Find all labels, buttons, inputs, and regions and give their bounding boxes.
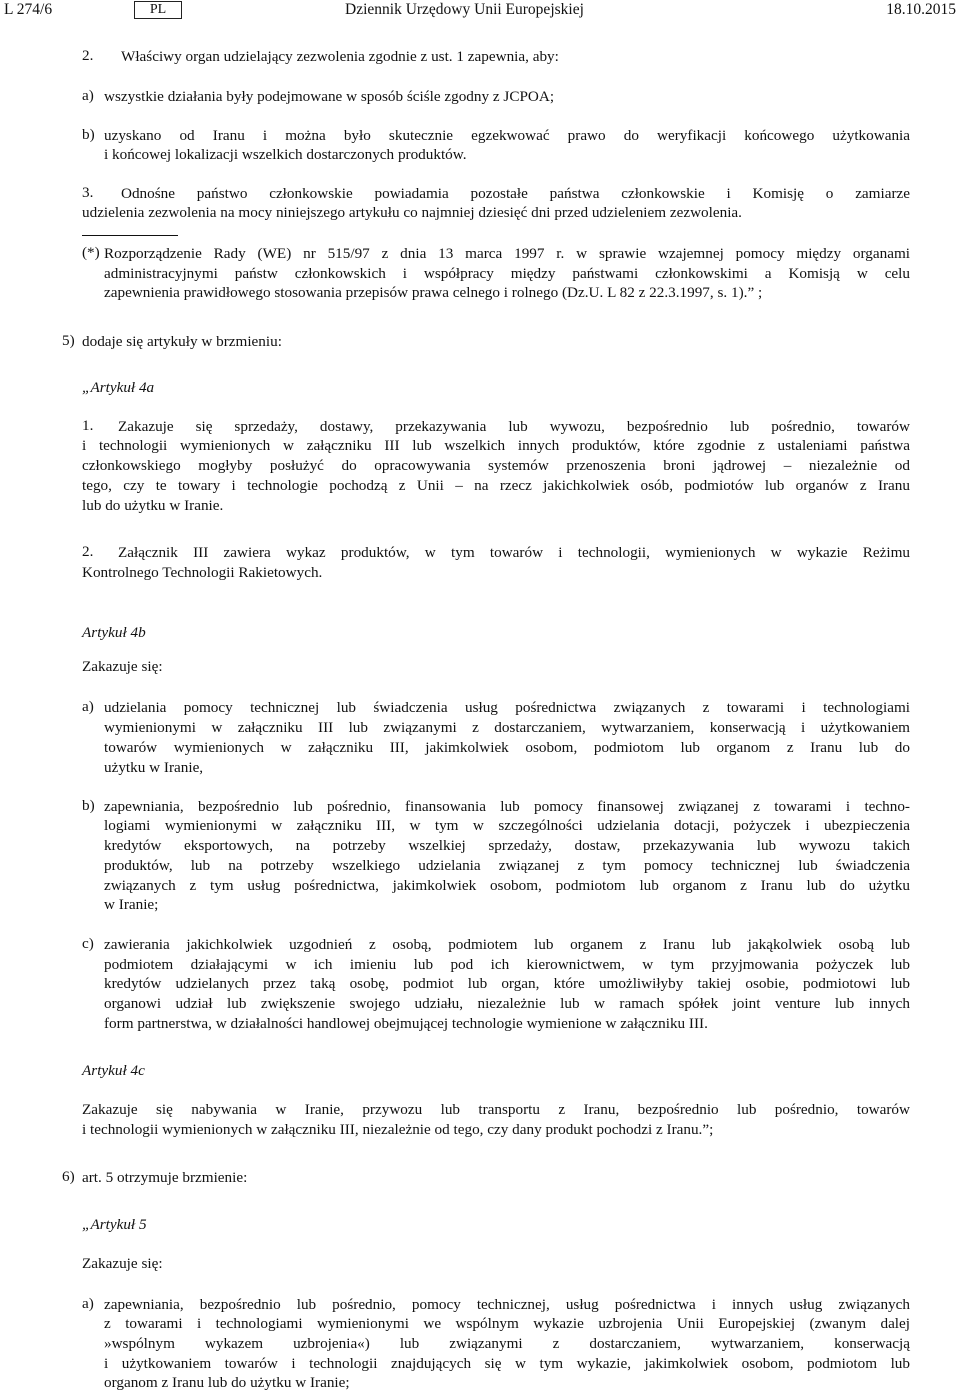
list-label: a) — [82, 698, 94, 715]
list-item-text: związanych z tym usług pośrednictwa, jakimkolwiek osobom, podmiotom lub organom z Iranu lub do użytku — [104, 877, 910, 894]
intro-text: Zakazuje się: — [82, 658, 163, 675]
paragraph-text: tego, czy te towary i technologie pochodzą z Unii – na rzecz jakichkolwiek osób, podmiotów lub organów z Iranu — [82, 477, 910, 494]
article-title: Artykuł 4b — [82, 624, 146, 641]
list-item-text: z towarami i technologiami wymienionymi we wspólnym wykazie uzbrojenia Unii Europejskiej (zwanym dalej — [104, 1315, 910, 1332]
list-item-text: zawierania jakichkolwiek uzgodnień z osobą, podmiotem lub organem z Iranu lub jakąkolwiek osobą lub — [104, 936, 910, 953]
list-item-text: wszystkie działania były podejmowane w sposób ściśle zgodny z JCPOA; — [104, 88, 555, 105]
list-item-text: uzyskano od Iranu i można było skutecznie egzekwować prawo do weryfikacji końcowego użytkowania — [104, 127, 910, 144]
list-item-text: form partnerstwa, w działalności handlowej obejmującej technologie wymienione w załączniku III. — [104, 1015, 708, 1032]
amendment-text: dodaje się artykuły w brzmieniu: — [82, 333, 282, 350]
paragraph-text: udzielenia zezwolenia na mocy niniejszego artykułu co najmniej dziesięć dni przed udzieleniem zezwolenia. — [82, 204, 742, 221]
list-label: a) — [82, 1295, 94, 1312]
language-badge: PL — [134, 1, 182, 19]
amendment-number: 6) — [62, 1168, 75, 1185]
paragraph-number: 1. — [82, 417, 94, 434]
list-item-text: kredytów udzielanych przez taką osobę, podmiot lub organ, które umożliwiłyby takiej osobie, podmiotowi lub — [104, 975, 910, 992]
amendment-number: 5) — [62, 332, 75, 349]
paragraph-text: Załącznik III zawiera wykaz produktów, w tym towarów i technologii, wymienionych w wykazie Reżimu — [118, 544, 910, 561]
article-title: „Artykuł 5 — [82, 1216, 147, 1233]
intro-text: Zakazuje się: — [82, 1255, 163, 1272]
page-header — [0, 0, 960, 26]
article-title: „Artykuł 4a — [82, 379, 155, 396]
footnote-divider — [82, 235, 178, 236]
list-item-text: logiami wymienionymi w załączniku III, w tym w szczególności udzielania dotacji, pożyczek i ubezpieczenia — [104, 817, 910, 834]
list-label: c) — [82, 935, 94, 952]
list-item-text: podmiotem działającymi w ich imieniu lub pod ich kierownictwem, w tym przyjmowania pożyczek lub — [104, 956, 910, 973]
list-item-text: i użytkowaniem towarów i technologii znajdujących się w tym wykazie, jakimkolwiek osobom, podmiotom lub — [104, 1355, 910, 1372]
paragraph-text: Zakazuje się sprzedaży, dostawy, przekazywania lub wywozu, bezpośrednio lub pośrednio, towarów — [118, 418, 910, 435]
list-item-text: zapewniania, bezpośrednio lub pośrednio, pomocy technicznej, usług pośrednictwa i innych usług związanych — [104, 1296, 910, 1313]
paragraph-number: 3. — [82, 184, 94, 201]
footnote-text: Rozporządzenie Rady (WE) nr 515/97 z dnia 13 marca 1997 r. w sprawie wzajemnej pomocy między organami — [104, 245, 910, 262]
list-item-text: kredytów eksportowych, na potrzeby wszelkiej sprzedaży, dostaw, przekazywania lub wywozu takich — [104, 837, 910, 854]
article-title: Artykuł 4c — [82, 1062, 145, 1079]
list-label: a) — [82, 87, 94, 104]
list-label: b) — [82, 797, 95, 814]
list-label: b) — [82, 126, 95, 143]
paragraph-text: i technologii wymienionych w załączniku III, niezależnie od tego, czy dany produkt pochodzi z Iranu.”; — [82, 1121, 714, 1138]
paragraph-text: Odnośne państwo członkowskie powiadamia pozostałe państwa członkowskie i Komisję o zamiarze — [121, 185, 910, 202]
list-item-text: udzielania pomocy technicznej lub świadczenia usług pośrednictwa związanych z towarami i technologiami — [104, 699, 910, 716]
footnote-marker: (*) — [82, 244, 100, 261]
paragraph-text: Właściwy organ udzielający zezwolenia zgodnie z ust. 1 zapewnia, aby: — [121, 48, 559, 65]
page-reference: L 274/6 — [4, 1, 53, 18]
list-item-text: zapewniania, bezpośrednio lub pośrednio, finansowania lub pomocy finansowej związanej z towarami i techno- — [104, 798, 910, 815]
list-item-text: w Iranie; — [104, 896, 159, 913]
paragraph-number: 2. — [82, 543, 94, 560]
paragraph-number: 2. — [82, 47, 94, 64]
journal-title: Dziennik Urzędowy Unii Europejskiej — [345, 1, 584, 18]
list-item-text: »wspólnym wykazem uzbrojenia«) lub związanymi z dostarczaniem, wytwarzaniem, konserwacją — [104, 1335, 910, 1352]
paragraph-text: członkowskiego mogłyby posłużyć do opracowywania systemów przenoszenia broni jądrowej – niezależnie od — [82, 457, 910, 474]
list-item-text: wymienionymi w załączniku III lub związanymi z dostarczaniem, wytwarzaniem, konserwacją i użytkowaniem — [104, 719, 910, 736]
paragraph-text: lub do użytku w Iranie. — [82, 497, 224, 514]
list-item-text: organom z Iranu lub do użytku w Iranie; — [104, 1374, 350, 1391]
publication-date: 18.10.2015 — [886, 1, 956, 18]
paragraph-text: i technologii wymienionych w załączniku III lub wszelkich innych produktów, które zgodnie z ustaleniami państwa — [82, 437, 910, 454]
list-item-text: produktów, lub na potrzeby wszelkiego udzielania związanej z tym pomocy technicznej lub świadczenia — [104, 857, 910, 874]
footnote-text: administracyjnymi państw członkowskich i współpracy między państwami członkowskimi a Komisją w celu — [104, 265, 910, 282]
list-item-text: użytku w Iranie, — [104, 759, 204, 776]
paragraph-text: Kontrolnego Technologii Rakietowych. — [82, 564, 323, 581]
list-item-text: towarów wymienionych w załączniku III, jakimkolwiek osobom, podmiotom lub organom z Iranu lub do — [104, 739, 910, 756]
list-item-text: i końcowej lokalizacji wszelkich dostarczonych produktów. — [104, 146, 467, 163]
paragraph-text: Zakazuje się nabywania w Iranie, przywozu lub transportu z Iranu, bezpośrednio lub pośrednio, towarów — [82, 1101, 910, 1118]
footnote-text: zapewnienia prawidłowego stosowania przepisów prawa celnego i rolnego (Dz.U. L 82 z 22.3.1997, s. 1).” ; — [104, 284, 763, 301]
list-item-text: organowi udział lub zwiększenie swojego udziału, niezależnie lub w ramach spółek joint venture lub innych — [104, 995, 910, 1012]
amendment-text: art. 5 otrzymuje brzmienie: — [82, 1169, 248, 1186]
